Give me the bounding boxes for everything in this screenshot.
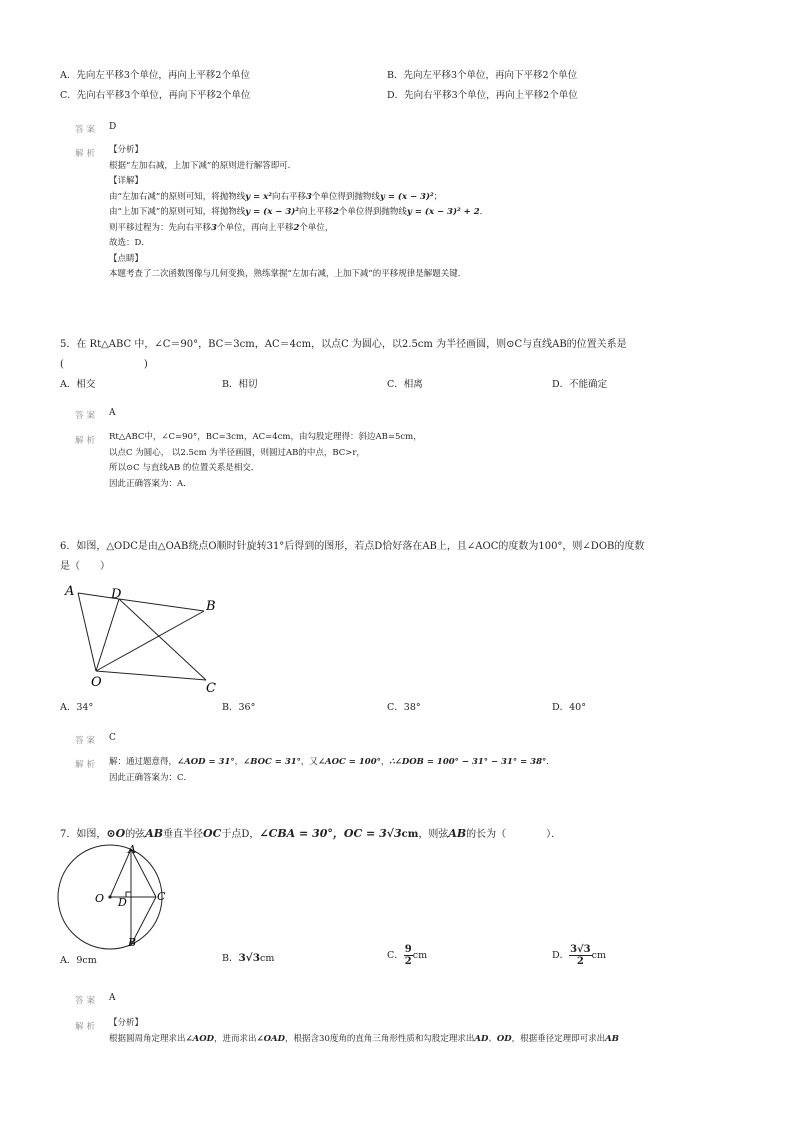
math: y = (x − 3)² + 2 <box>406 207 480 217</box>
text: 由“左加右减”的原则可知，将抛物线 <box>109 191 246 202</box>
q4-line: 【详解】 <box>109 176 144 186</box>
q4-option-a[interactable]: A．先向左平移3个单位，再向上平移2个单位 <box>60 70 250 81</box>
text: 个单位得到抛物线 <box>338 207 407 217</box>
center-point <box>108 895 111 898</box>
text: ，根据含30度角的直角三角形性质和勾股定理求出 <box>285 1033 475 1044</box>
q6-line: 因此正确答案为：C． <box>109 772 193 783</box>
denominator: 2 <box>576 956 584 967</box>
math: 2 <box>333 207 339 217</box>
point-label-a: A <box>128 843 136 856</box>
numerator: 9 <box>404 944 412 955</box>
text: ， <box>234 757 244 767</box>
q6-rotation-figure <box>55 578 235 698</box>
text: D． <box>552 950 570 961</box>
q6-option-a[interactable]: A．34° <box>60 702 94 713</box>
math: AB <box>145 827 164 840</box>
q5-stem-line2: ( ) <box>60 359 148 370</box>
segment-ac <box>131 849 156 897</box>
text: 个单位，再向上平移 <box>216 222 294 233</box>
q5-analysis-tag: 解析 <box>75 436 99 446</box>
q6-line <box>109 755 555 771</box>
math: y = (x − 3)² <box>245 207 299 217</box>
q4-line <box>109 221 488 237</box>
math: AB <box>605 1033 619 1044</box>
q4-option-b[interactable]: B．先向左平移3个单位，再向下平移2个单位 <box>387 70 578 81</box>
q7-option-b[interactable] <box>222 950 274 964</box>
math: OC <box>203 827 222 840</box>
point-label-b: B <box>128 936 137 949</box>
segment-db <box>119 599 204 611</box>
text: C． <box>387 950 404 961</box>
segment-oc <box>96 671 206 680</box>
text: 则平移过程为：先向右平移 <box>109 222 212 233</box>
q5-option-d[interactable]: D．不能确定 <box>552 379 608 390</box>
q7-option-a[interactable]: A．9cm <box>60 955 97 966</box>
math: 3√3 <box>238 952 260 964</box>
text: ，根据垂径定理即可求出 <box>511 1033 606 1044</box>
text: ． <box>546 757 555 767</box>
point-label-d: D <box>118 896 127 909</box>
q7-answer-tag: 答案 <box>75 996 99 1006</box>
segment-oa <box>110 849 131 897</box>
math: ∠OAD <box>256 1033 286 1044</box>
q6-option-d[interactable]: D．40° <box>552 702 586 713</box>
numerator: 3√3 <box>570 944 591 955</box>
q6-answer-tag: 答案 <box>75 736 99 746</box>
q5-line: Rt△ABC中，∠C=90°，BC=3cm，AC=4cm，由勾股定理得：斜边AB=5cm， <box>109 432 422 442</box>
q7-stem <box>60 825 561 841</box>
q5-option-b[interactable]: B．相切 <box>222 379 258 390</box>
q7-option-d[interactable] <box>552 944 606 967</box>
text: ． <box>479 207 489 217</box>
text: 由“上加下减”的原则可知，将抛物线 <box>109 207 246 217</box>
math: AB <box>448 827 467 840</box>
denominator: 2 <box>404 956 412 967</box>
q5-line: 所以⊙C 与直线AB 的位置关系是相交． <box>109 463 260 473</box>
q6-analysis-tag: 解析 <box>75 760 99 770</box>
point-label-a: A <box>65 584 75 599</box>
math: ∠AOD = 31° <box>177 757 235 767</box>
math: ∠BOC = 31° <box>243 757 301 767</box>
q4-line <box>109 205 488 221</box>
q7-analysis <box>109 1016 619 1047</box>
text: 的长为（ ）． <box>466 829 562 840</box>
text: 的弦 <box>125 829 146 840</box>
q5-analysis <box>109 430 422 492</box>
q4-line: 根据“左加右减，上加下减”的原则进行解答即可． <box>109 160 297 171</box>
math: y = x² <box>245 191 272 202</box>
text: 向右平移 <box>271 191 306 202</box>
q5-stem-line1: 5．在 Rt△ABC 中，∠C＝90°，BC＝3cm，AC＝4cm，以点C 为圆心，以2.5cm 为半径画圆，则⊙C与直线AB的位置关系是 <box>60 339 627 350</box>
fraction <box>569 944 592 967</box>
point-label-c: C <box>206 681 216 696</box>
q6-analysis <box>109 755 555 786</box>
math: OD <box>496 1033 512 1044</box>
math: ∴∠DOB = 100° − 31° − 31° = 38° <box>389 757 547 767</box>
text: ； <box>433 191 443 202</box>
text: 、 <box>488 1033 497 1044</box>
q4-line: 【分析】 <box>109 145 144 155</box>
q7-line: 【分析】 <box>109 1018 144 1028</box>
q6-option-c[interactable]: C．38° <box>387 702 421 713</box>
segment-dc <box>119 599 206 680</box>
q6-stem-line1: 6．如图，△ODC是由△OAB绕点O顺时针旋转31°后得到的图形，若点D恰好落在AB上，且∠AOC的度数为100°，则∠DOB的度数 <box>60 541 645 552</box>
q7-answer: A <box>109 993 116 1003</box>
point-label-o: O <box>91 675 102 690</box>
math: 3 <box>211 222 217 233</box>
q4-line: 【点睛】 <box>109 253 144 264</box>
text: 于点D， <box>221 829 260 840</box>
text: 垂直半径 <box>163 829 204 840</box>
text: 个单位得到抛物线 <box>311 191 380 202</box>
q4-option-d[interactable]: D．先向右平移3个单位，再向上平移2个单位 <box>387 90 578 101</box>
q5-line: 因此正确答案为：A． <box>109 478 192 489</box>
q4-answer: D <box>109 122 117 132</box>
point-label-d: D <box>111 587 122 602</box>
q4-line: 本题考查了二次函数图像与几何变换，熟练掌握“左加右减，上加下减”的平移规律是解题关键． <box>109 269 467 279</box>
q4-answer-tag: 答案 <box>75 125 99 135</box>
q6-answer: C <box>109 733 116 743</box>
text: ，则弦 <box>418 829 449 840</box>
q4-analysis-tag: 解析 <box>75 149 99 159</box>
q4-analysis <box>109 143 488 283</box>
math: y = (x − 3)² <box>379 191 434 202</box>
math: 3 <box>306 191 312 202</box>
math: ⊙O <box>106 827 126 840</box>
fraction <box>404 944 413 967</box>
unit: cm <box>591 950 606 961</box>
segment-ao <box>78 593 96 671</box>
unit: cm <box>260 953 275 964</box>
q4-line <box>109 190 488 206</box>
q7-circle-figure <box>55 840 170 950</box>
text: ，进而求出 <box>214 1033 257 1044</box>
unit: cm <box>412 950 428 961</box>
text: ，又 <box>300 757 318 767</box>
q4-option-c[interactable]: C．先向右平移3个单位，再向下平移2个单位 <box>60 90 251 101</box>
q4-line: 故选：D． <box>109 238 150 248</box>
q5-option-c[interactable]: C．相离 <box>387 379 423 390</box>
q7-analysis-tag: 解析 <box>75 1022 99 1032</box>
q5-answer-tag: 答案 <box>75 411 99 421</box>
text: 解：通过题意得， <box>109 757 178 767</box>
math: ∠AOC = 100° <box>317 757 381 767</box>
text: 根据圆周角定理求出 <box>109 1033 186 1044</box>
math: 2 <box>293 222 300 233</box>
math: AD <box>474 1033 489 1044</box>
point-label-b: B <box>206 599 216 614</box>
q5-option-a[interactable]: A．相交 <box>60 379 96 390</box>
text: 向上平移 <box>298 207 333 217</box>
unit: cm <box>401 829 419 840</box>
point-label-c: C <box>157 890 166 903</box>
text: ， <box>380 757 390 767</box>
math: ∠CBA = 30°，OC = 3√3 <box>259 827 402 840</box>
q6-option-b[interactable]: B．36° <box>222 702 256 713</box>
q5-answer: A <box>109 408 116 418</box>
q5-line: 以点C 为圆心， 以2.5cm 为半径画圆，则圆过AB的中点，BC>r， <box>109 447 365 458</box>
q7-option-c[interactable] <box>387 944 427 967</box>
text: B． <box>222 953 239 964</box>
q7-line <box>109 1032 619 1048</box>
point-label-o: O <box>95 892 105 905</box>
text: 个单位， <box>299 222 334 233</box>
math: ∠AOD <box>185 1033 215 1044</box>
text: 7．如图， <box>60 829 107 840</box>
q6-stem-line2: 是（ ） <box>60 561 110 572</box>
